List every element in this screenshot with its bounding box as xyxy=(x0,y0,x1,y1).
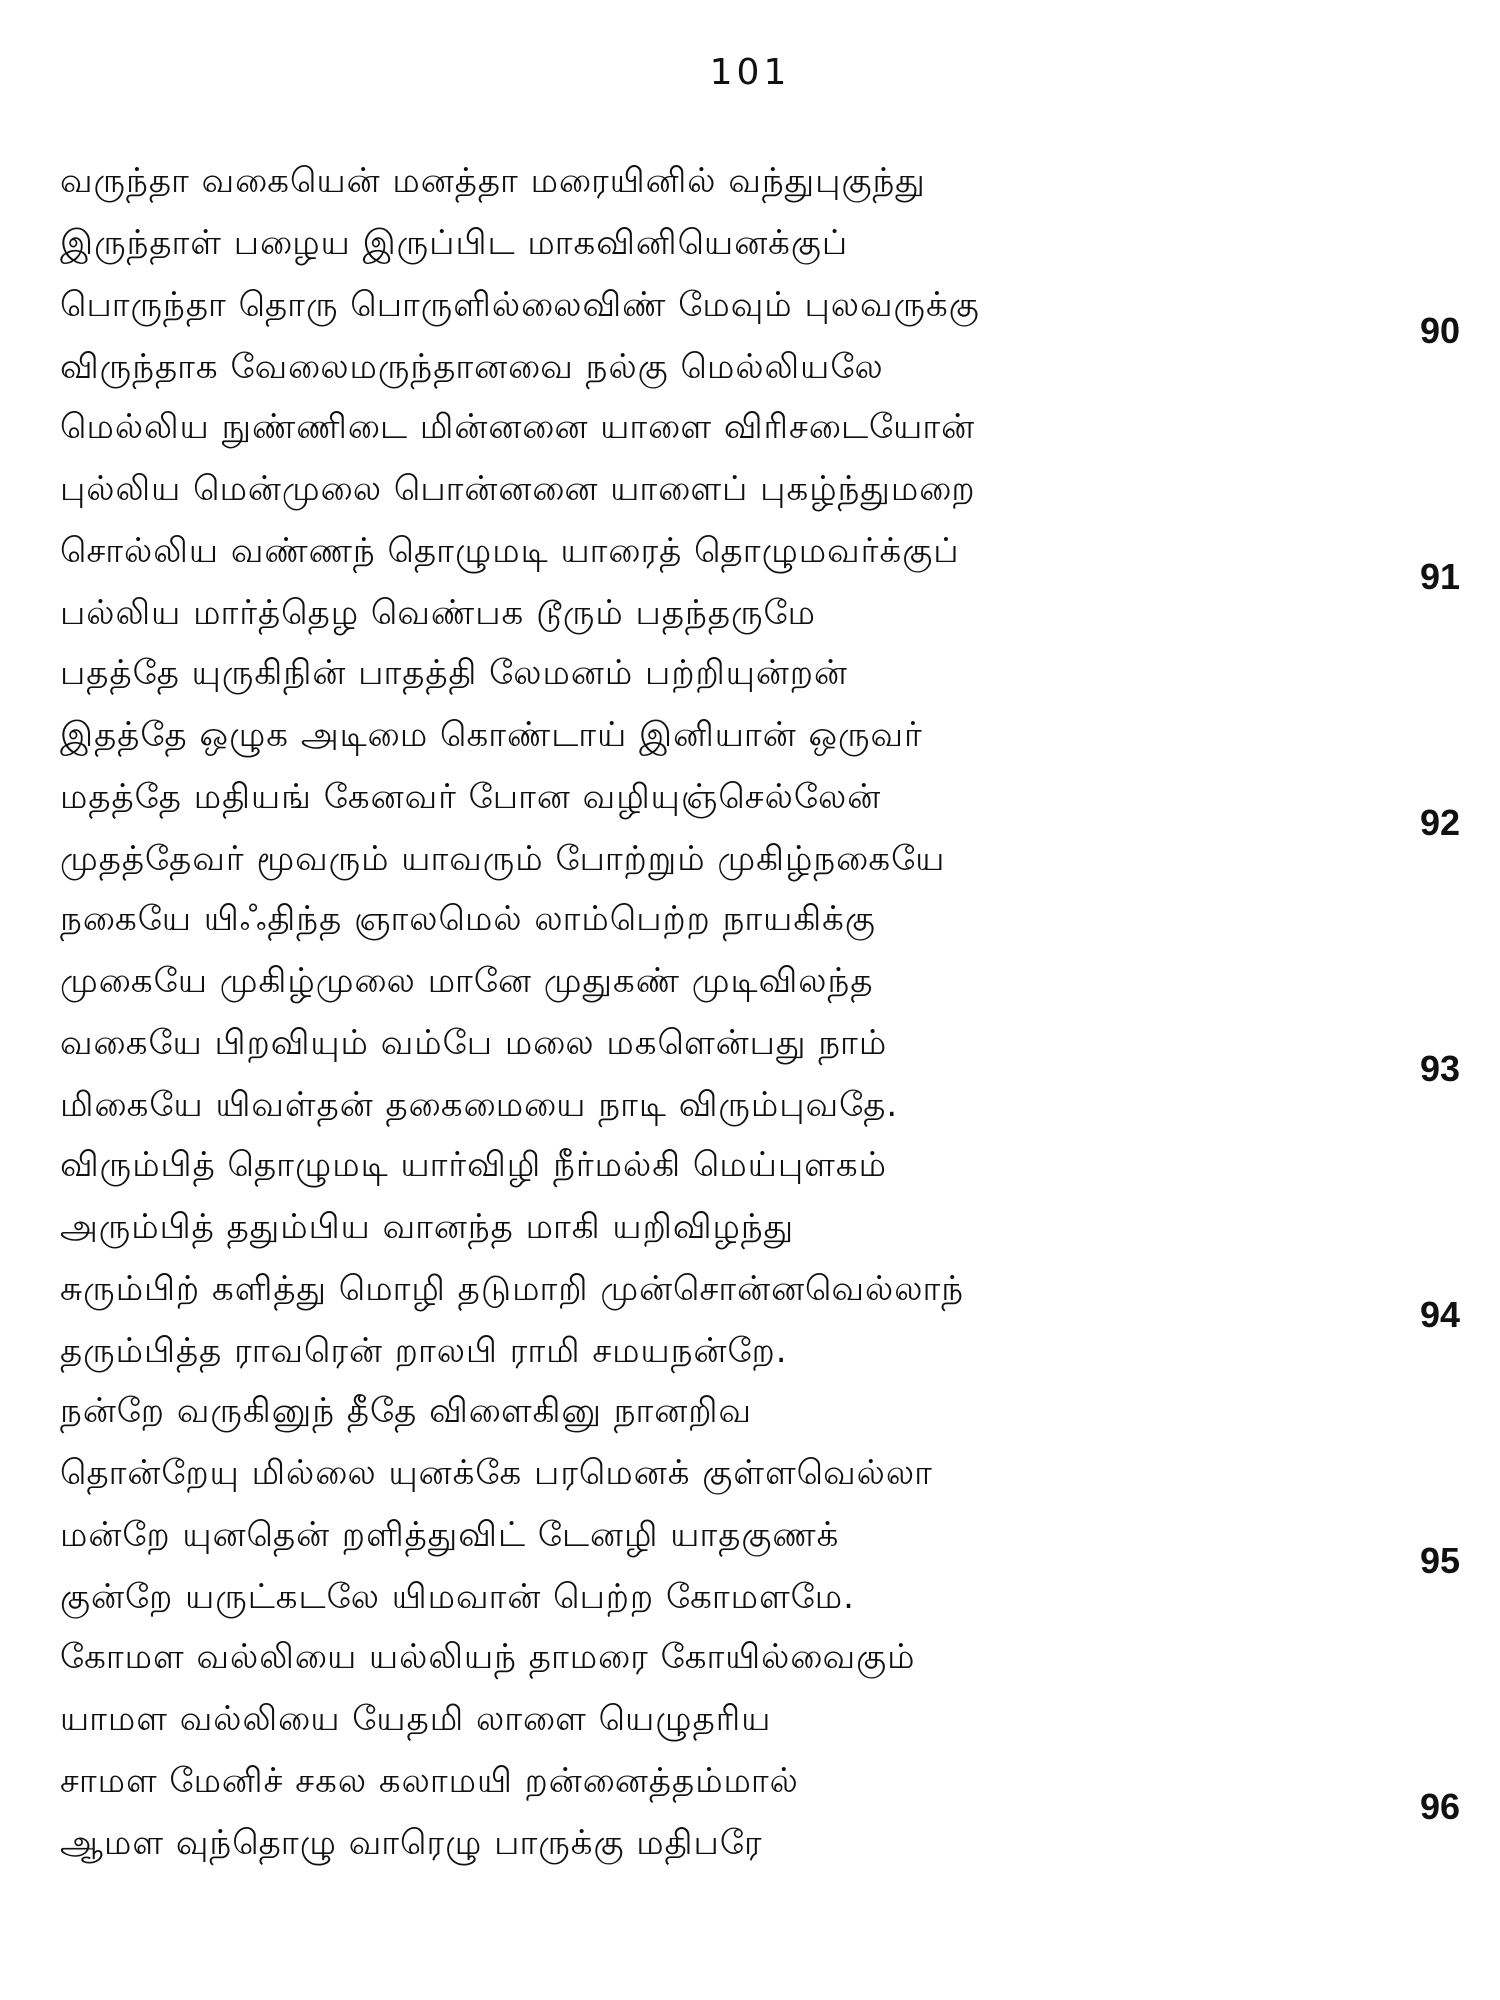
verse-line: தொன்றேயு மில்லை யுனக்கே பரமெனக் குள்ளவெல்லா xyxy=(60,1453,933,1493)
verse-line: இருந்தாள் பழைய இருப்பிட மாகவினியெனக்குப் xyxy=(60,223,849,263)
verse-line: மெல்லிய நுண்ணிடை மின்னனை யாளை விரிசடையோன் xyxy=(60,407,976,447)
verse-line: பதத்தே யுருகிநின் பாதத்தி லேமனம் பற்றியுன்றன் xyxy=(60,653,848,693)
verse xyxy=(60,396,1480,642)
verse-line: முகையே முகிழ்முலை மானே முதுகண் முடிவிலந்த xyxy=(60,961,874,1001)
verse-line: அரும்பித் ததும்பிய வானந்த மாகி யறிவிழந்து xyxy=(60,1207,795,1247)
page-number: 101 xyxy=(709,52,791,93)
verse-line: இதத்தே ஒழுக அடிமை கொண்டாய் இனியான் ஒருவர் xyxy=(60,715,923,755)
verse-line: சுரும்பிற் களித்து மொழி தடுமாறி முன்சொன்னவெல்லாந் xyxy=(60,1269,965,1309)
verse-line: யாமள வல்லியை யேதமி லாளை யெழுதரிய xyxy=(60,1699,772,1739)
verse xyxy=(60,642,1480,888)
verse xyxy=(60,1380,1480,1626)
verse-line: ஆமள வுந்தொழு வாரெழு பாருக்கு மதிபரே xyxy=(60,1823,763,1863)
verse-number: 96 xyxy=(1419,1786,1460,1827)
verse-line: விரும்பித் தொழுமடி யார்விழி நீர்மல்கி மெய்புளகம் xyxy=(60,1145,887,1185)
verse-line: சாமள மேனிச் சகல கலாமயி றன்னைத்தம்மால் xyxy=(60,1761,799,1801)
verse-line: தரும்பித்த ராவரென் றாலபி ராமி சமயநன்றே. xyxy=(60,1331,788,1371)
verse-line: பல்லிய மார்த்தெழ வெண்பக டூரும் பதந்தருமே xyxy=(60,593,816,633)
verse-line: சொல்லிய வண்ணந் தொழுமடி யாரைத் தொழுமவர்க்குப் xyxy=(60,531,960,571)
verse xyxy=(60,150,1480,396)
verse-number: 92 xyxy=(1419,802,1460,843)
verse-line: கோமள வல்லியை யல்லியந் தாமரை கோயில்வைகும் xyxy=(60,1637,916,1677)
verse-line: விருந்தாக வேலைமருந்தானவை நல்கு மெல்லியலே xyxy=(60,347,884,387)
verse-line: குன்றே யருட்கடலே யிமவான் பெற்ற கோமளமே. xyxy=(60,1577,855,1617)
verse-line: மன்றே யுனதென் றளித்துவிட் டேனழி யாதகுணக் xyxy=(60,1515,840,1555)
verse-line: நகையே யிஃதிந்த ஞாலமெல் லாம்பெற்ற நாயகிக்கு xyxy=(60,899,876,939)
verse xyxy=(60,888,1480,1134)
verse-line: நன்றே வருகினுந் தீதே விளைகினு நானறிவ xyxy=(60,1391,753,1431)
verse-line: வருந்தா வகையென் மனத்தா மரையினில் வந்துபுகுந்து xyxy=(60,161,926,201)
verse-line: முதத்தேவர் மூவரும் யாவரும் போற்றும் முகிழ்நகையே xyxy=(60,839,946,879)
verse-number: 93 xyxy=(1419,1048,1460,1089)
verse xyxy=(60,1134,1480,1380)
verse-list xyxy=(60,150,1480,1872)
verse-number: 94 xyxy=(1419,1294,1460,1335)
verse-line: வகையே பிறவியும் வம்பே மலை மகளென்பது நாம் xyxy=(60,1023,888,1063)
verse-number: 95 xyxy=(1419,1540,1460,1581)
verse-line: மதத்தே மதியங் கேனவர் போன வழியுஞ்செல்லேன் xyxy=(60,777,882,817)
verse-number: 91 xyxy=(1419,556,1460,597)
verse xyxy=(60,1626,1480,1872)
verse-line: புல்லிய மென்முலை பொன்னனை யாளைப் புகழ்ந்துமறை xyxy=(60,469,976,509)
verse-line: மிகையே யிவள்தன் தகைமையை நாடி விரும்புவதே. xyxy=(60,1085,899,1125)
verse-line: பொருந்தா தொரு பொருளில்லைவிண் மேவும் புலவருக்கு xyxy=(60,285,980,325)
verse-number: 90 xyxy=(1419,310,1460,351)
